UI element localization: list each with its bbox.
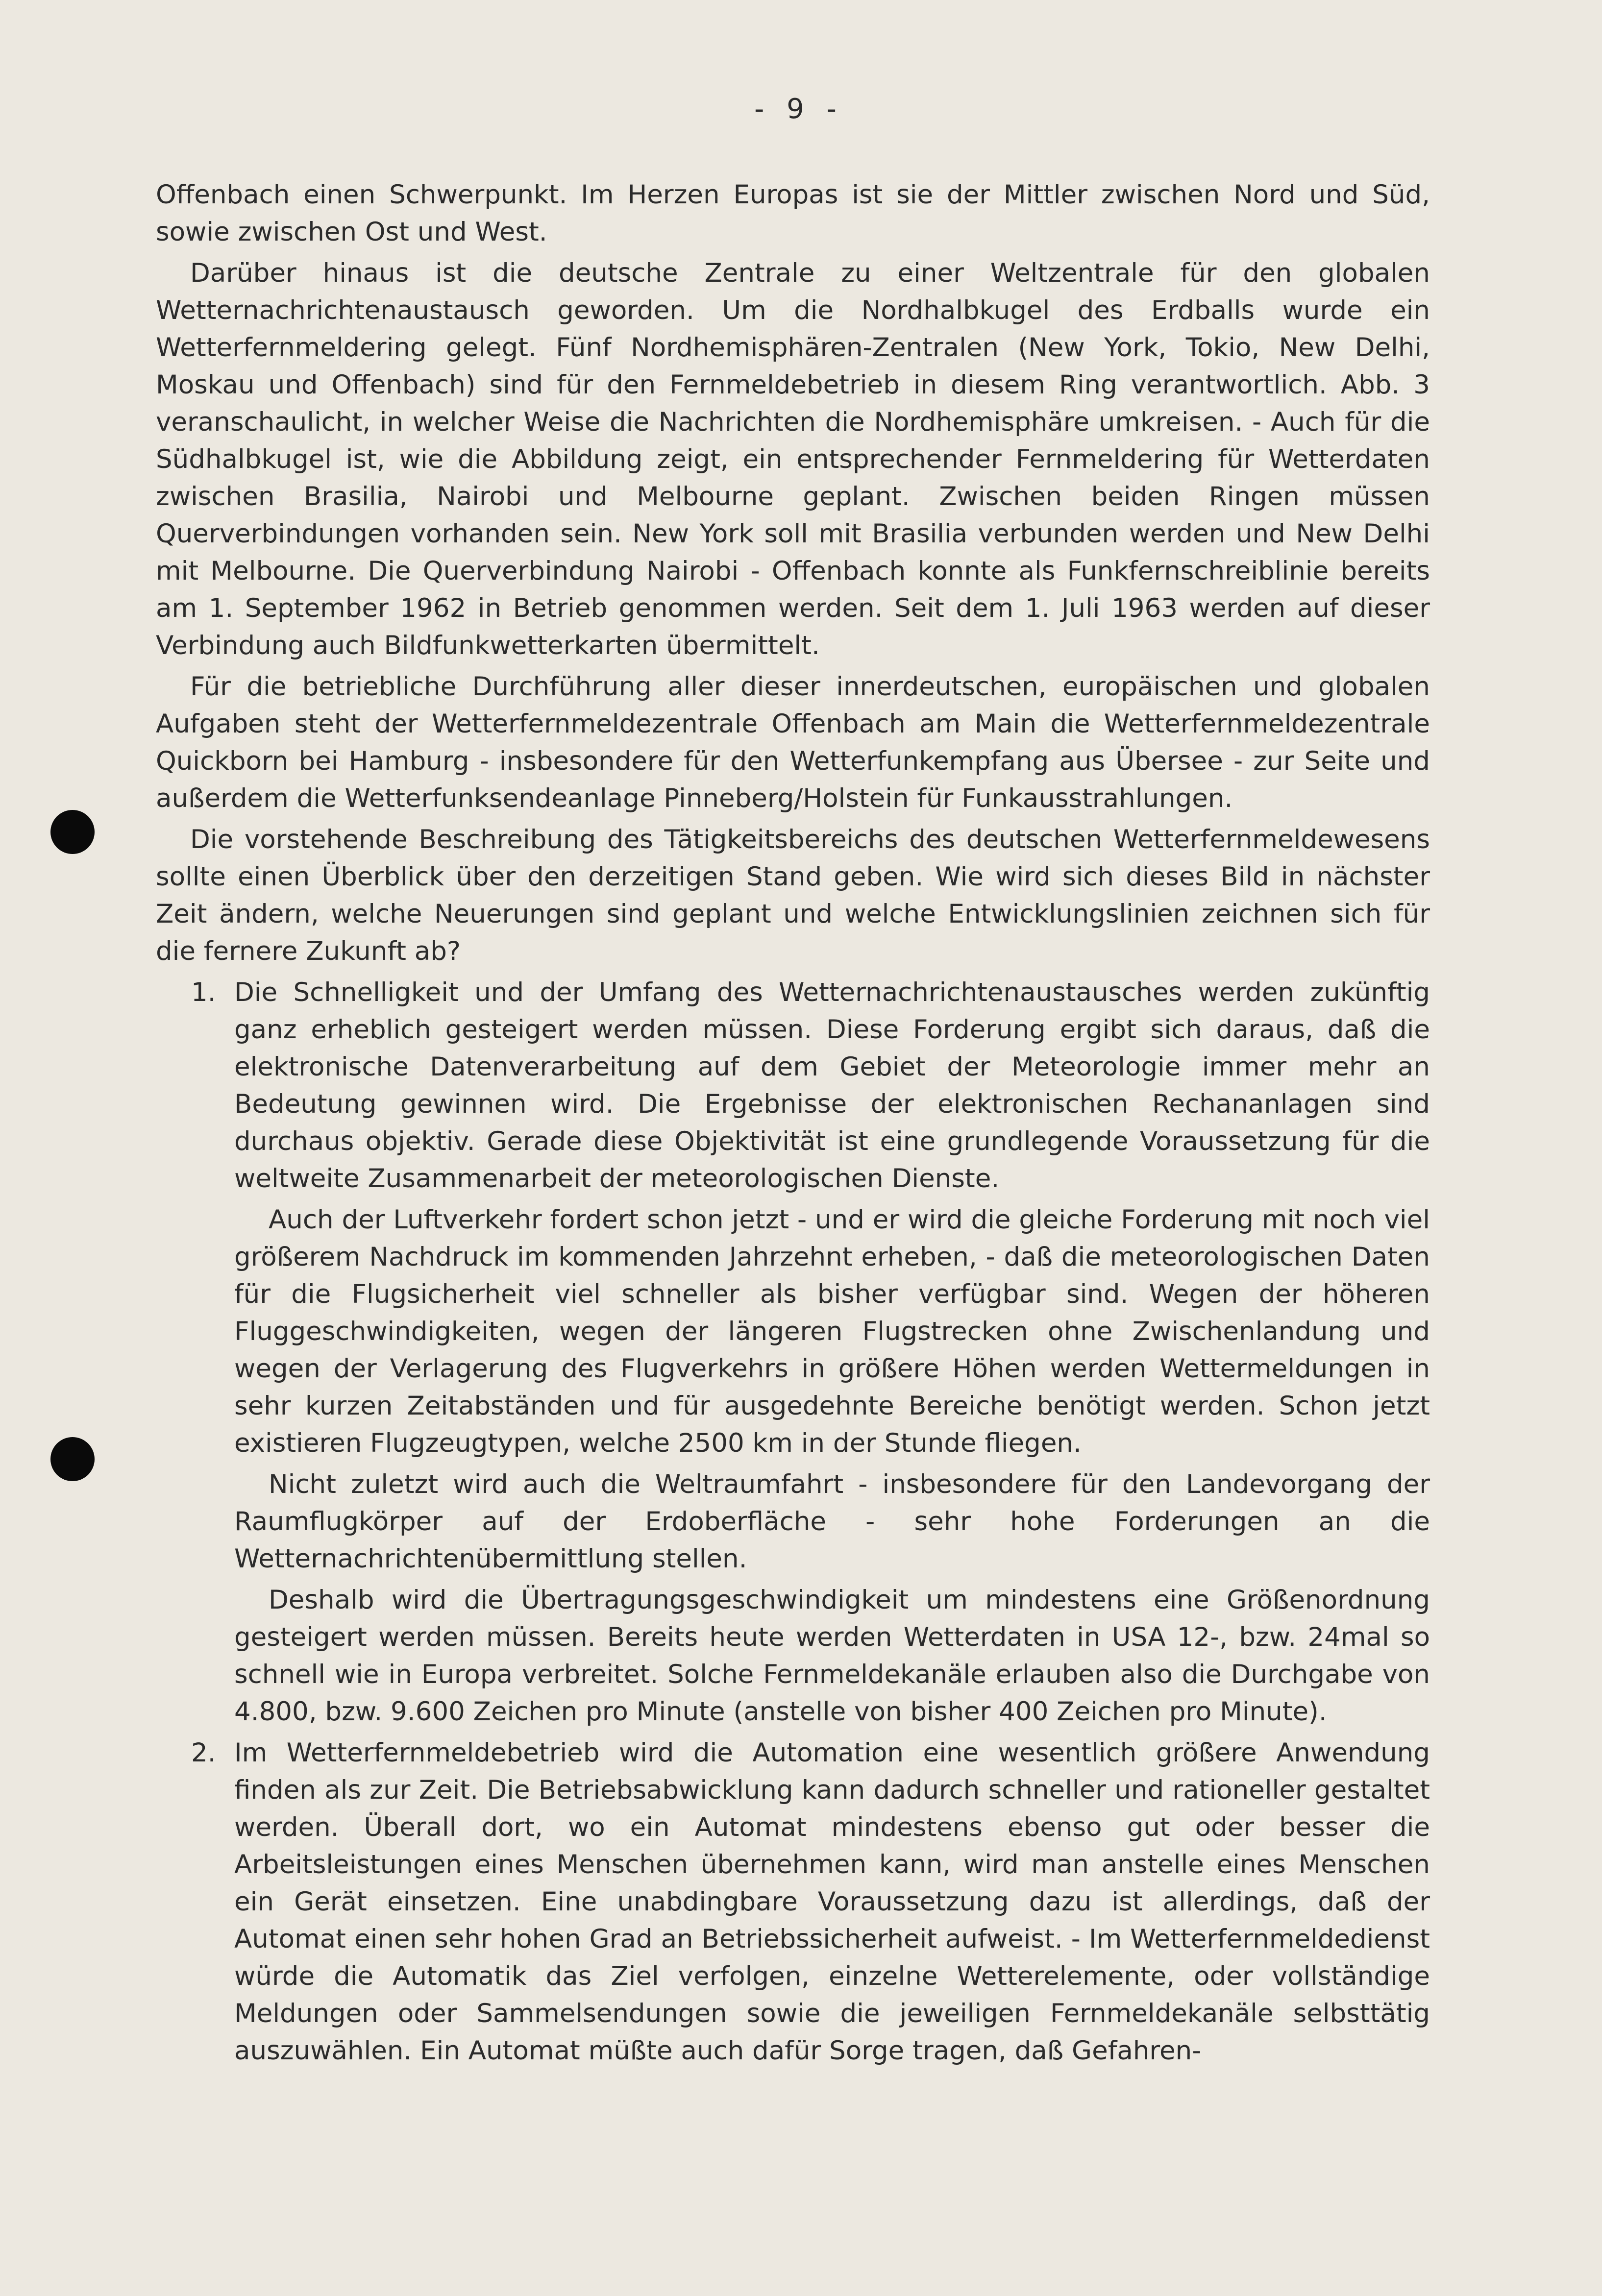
page-number: - 9 -: [754, 93, 843, 125]
list-item-number: 1.: [191, 977, 216, 1007]
list-item-paragraph: Nicht zuletzt wird auch die Weltraumfahrt - insbesondere für den Landevorgang der Raumflugkörper auf der Erdoberfläche - sehr hohe Forderungen an die Wetternachrichtenübermittlung stellen.: [234, 1469, 1430, 1574]
list-item: [156, 974, 1430, 1731]
document-body: [156, 176, 1430, 2074]
list-item-paragraph: Deshalb wird die Übertragungsgeschwindigkeit um mindestens eine Größenordnung gesteigert werden müssen. Bereits heute werden Wetterdaten in USA 12-, bzw. 24mal so schnell wie in Europa verbreitet. Solche Fernmeldekanäle erlauben also die Durchgabe von 4.800, bzw. 9.600 Zeichen pro Minute (anstelle von bisher 400 Zeichen pro Minute).: [234, 1585, 1430, 1727]
list-item-number: 2.: [191, 1738, 216, 1768]
numbered-list: [156, 974, 1430, 2070]
punch-hole-upper: [50, 810, 95, 854]
punch-hole-lower: [50, 1437, 95, 1481]
list-item-paragraph: Die Schnelligkeit und der Umfang des Wetternachrichtenaustausches werden zukünftig ganz erheblich gesteigert werden müssen. Diese Forderung ergibt sich daraus, daß die elektronische Datenverarbeitung auf dem Gebiet der Meteorologie immer mehr an Bedeutung gewinnen wird. Die Ergebnisse der elektronischen Rechananlagen sind durchaus objektiv. Gerade diese Objektivität ist eine grundlegende Voraussetzung für die weltweite Zusammenarbeit der meteorologischen Dienste.: [234, 977, 1430, 1194]
list-item-paragraph: Auch der Luftverkehr fordert schon jetzt - und er wird die gleiche Forderung mit noch viel größerem Nachdruck im kommenden Jahrzehnt erheben, - daß die meteorologischen Daten für die Flugsicherheit viel schneller als bisher verfügbar sind. Wegen der höheren Fluggeschwindigkeiten, wegen der längeren Flugstrecken ohne Zwischenlandung und wegen der Verlagerung des Flugverkehrs in größere Höhen werden Wettermeldungen in sehr kurzen Zeitabständen und für ausgedehnte Bereiche benötigt werden. Schon jetzt existieren Flugzeugtypen, welche 2500 km in der Stunde fliegen.: [234, 1205, 1430, 1458]
paragraph: Offenbach einen Schwerpunkt. Im Herzen Europas ist sie der Mittler zwischen Nord und Süd, sowie zwischen Ost und West.: [156, 180, 1430, 247]
paragraph: Darüber hinaus ist die deutsche Zentrale zu einer Weltzentrale für den globalen Wetternachrichtenaustausch geworden. Um die Nordhalbkugel des Erdballs wurde ein Wetterfernmeldering gelegt. Fünf Nordhemisphären-Zentralen (New York, Tokio, New Delhi, Moskau und Offenbach) sind für den Fernmeldebetrieb in diesem Ring verantwortlich. Abb. 3 veranschaulicht, in welcher Weise die Nachrichten die Nordhemisphäre umkreisen. - Auch für die Südhalbkugel ist, wie die Abbildung zeigt, ein entsprechender Fernmeldering für Wetterdaten zwischen Brasilia, Nairobi und Melbourne geplant. Zwischen beiden Ringen müssen Querverbindungen vorhanden sein. New York soll mit Brasilia verbunden werden und New Delhi mit Melbourne. Die Querverbindung Nairobi - Offenbach konnte als Funkfernschreiblinie bereits am 1. September 1962 in Betrieb genommen werden. Seit dem 1. Juli 1963 werden auf dieser Verbindung auch Bildfunkwetterkarten übermittelt.: [156, 258, 1430, 660]
paragraph: Die vorstehende Beschreibung des Tätigkeitsbereichs des deutschen Wetterfernmeldewesens sollte einen Überblick über den derzeitigen Stand geben. Wie wird sich dieses Bild in nächster Zeit ändern, welche Neuerungen sind geplant und welche Entwicklungslinien zeichnen sich für die fernere Zukunft ab?: [156, 825, 1430, 966]
paragraph: Für die betriebliche Durchführung aller dieser innerdeutschen, europäischen und globalen Aufgaben steht der Wetterfernmeldezentrale Offenbach am Main die Wetterfernmeldezentrale Quickborn bei Hamburg - insbesondere für den Wetterfunkempfang aus Übersee - zur Seite und außerdem die Wetterfunksendeanlage Pinneberg/Holstein für Funkausstrahlungen.: [156, 672, 1430, 813]
list-item: [156, 1734, 1430, 2070]
list-item-paragraph: Im Wetterfernmeldebetrieb wird die Automation eine wesentlich größere Anwendung finden als zur Zeit. Die Betriebsabwicklung kann dadurch schneller und rationeller gestaltet werden. Überall dort, wo ein Automat mindestens ebenso gut oder besser die Arbeitsleistungen eines Menschen übernehmen kann, wird man anstelle eines Menschen ein Gerät einsetzen. Eine unabdingbare Voraussetzung dazu ist allerdings, daß der Automat einen sehr hohen Grad an Betriebssicherheit aufweist. - Im Wetterfernmeldedienst würde die Automatik das Ziel verfolgen, einzelne Wetterelemente, oder vollständige Meldungen oder Sammelsendungen sowie die jeweiligen Fernmeldekanäle selbsttätig auszuwählen. Ein Automat müßte auch dafür Sorge tragen, daß Gefahren-: [234, 1738, 1430, 2066]
